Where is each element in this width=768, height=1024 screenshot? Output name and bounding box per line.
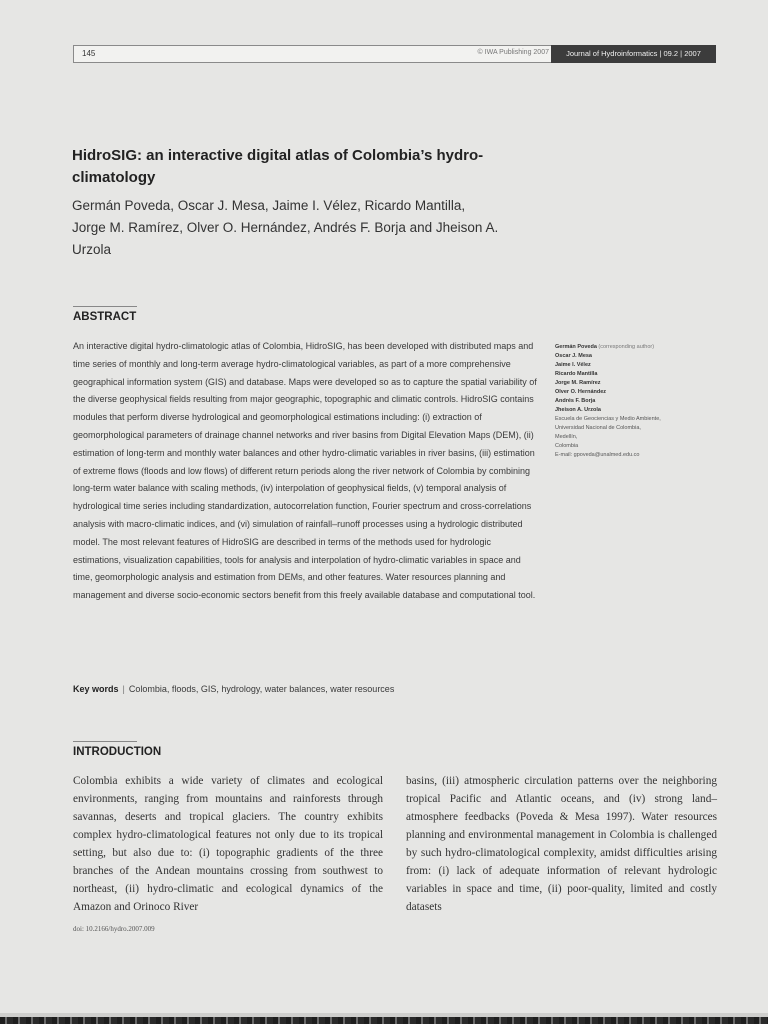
affiliation-author-name: Jaime I. Vélez — [555, 362, 591, 368]
affiliation-address-line: Universidad Nacional de Colombia, — [555, 425, 641, 431]
affiliation-author-name: Oscar J. Mesa — [555, 353, 592, 359]
author-list: Germán Poveda, Oscar J. Mesa, Jaime I. Vélez, Ricardo Mantilla, Jorge M. Ramírez, Olver O. Hernández, Andrés F. Borja and Jheison A. Urzola — [72, 198, 499, 257]
author-affiliation — [555, 343, 725, 460]
paper-title: HidroSIG: an interactive digital atlas of Colombia’s hydro-climatology — [72, 147, 484, 186]
affiliation-address-line: Colombia — [555, 443, 579, 449]
introduction-rule — [73, 741, 137, 742]
scan-edge-artifact — [0, 1017, 768, 1024]
doi-footnote: doi: 10.2166/hydro.2007.009 — [73, 925, 155, 933]
keywords-separator: | — [122, 684, 125, 694]
keywords-line — [73, 684, 538, 694]
corresponding-author-note: (corresponding author) — [598, 344, 655, 350]
affiliation-author-name: Jorge M. Ramírez — [555, 380, 601, 386]
affiliation-author-name: Germán Poveda — [555, 344, 597, 350]
abstract-heading: ABSTRACT — [73, 311, 137, 323]
journal-citation: Journal of Hydroinformatics | 09.2 | 2007 — [551, 45, 716, 63]
affiliation-address-line: Escuela de Geociencias y Medio Ambiente, — [555, 416, 661, 422]
page-number: 145 — [82, 49, 96, 58]
running-header — [73, 45, 716, 63]
affiliation-address-line: Medellín, — [555, 434, 578, 440]
keywords-label: Key words — [73, 684, 119, 694]
copyright-notice: © IWA Publishing 2007 — [477, 49, 549, 56]
introduction-left-column: Colombia exhibits a wide variety of climates and ecological environments, ranging from mountains and rainforests through savannas, deserts and tropical glaciers. The country exhibits complex hydro-climatological features not only due to its tropical setting, but also due to: (i) topographic gradients of the three branches of the Andean mountains crossing from southwest to northeast, (ii) hydro-climatic and ecological dynamics of the Amazon and Orinoco River — [73, 775, 383, 913]
introduction-heading: INTRODUCTION — [73, 746, 162, 758]
affiliation-author-name: Andrés F. Borja — [555, 398, 596, 404]
contact-email: E-mail: gpoveda@unalmed.edu.co — [555, 452, 640, 458]
abstract-rule — [73, 306, 137, 307]
affiliation-author-name: Jheison A. Urzola — [555, 407, 601, 413]
introduction-right-column: basins, (iii) atmospheric circulation patterns over the neighboring tropical Pacific and Atlantic oceans, and (iv) strong land–atmosphere feedbacks (Poveda & Mesa 1997). Water resources planning and environmental management in Colombia is challenged by such hydro-climatological complexity, amidst difficulties arising from: (i) lack of adequate information of relevant hydrologic variables in space and time, (ii) poor-quality, limited and costly datasets — [406, 775, 717, 913]
abstract-text: An interactive digital hydro-climatologic atlas of Colombia, HidroSIG, has been developed with distributed maps and time series of monthly and long-term average hydro-climatological variables, as part of a more comprehensive geographical information system (GIS) and database. Maps were developed so as to capture the spatial variability of the diverse geophysical fields resulting from major geographic, topographic and climatic controls. HidroSIG contains modules that perform diverse hydrological and geomorphological estimations including: (i) extraction of geomorphological parameters of drainage channel networks and river basins from Digital Elevation Maps (DEM), (ii) estimation of long-term and monthly water balances and other hydro-climatic variables in river basins, (iii) estimation of extreme flows (floods and low flows) of different return periods along the river network of Colombia by combining long-term water balance with scaling methods, (iv) interpolation of geophysical fields, (v) temporal analysis of hydrological time series including standardization, autocorrelation function, Fourier spectrum and cross-correlations analysis with macro-climatic indices, and (vi) simulation of rainfall–runoff processes using a hydrologic distributed model. The most relevant features of HidroSIG are described in terms of the methods used for hydrologic estimations, visualization capabilities, tools for analysis and interpolation of hydro-climatic variables in space and time, geomorphologic analysis and estimation from DEMs, and other features. Water resources planning and management and diverse socio-economic sectors benefit from this freely available database and computational tool. — [73, 341, 537, 601]
affiliation-author-name: Olver O. Hernández — [555, 389, 607, 395]
affiliation-author-name: Ricardo Mantilla — [555, 371, 598, 377]
keywords-text: Colombia, floods, GIS, hydrology, water balances, water resources — [128, 684, 395, 694]
affiliation-author — [555, 343, 725, 352]
